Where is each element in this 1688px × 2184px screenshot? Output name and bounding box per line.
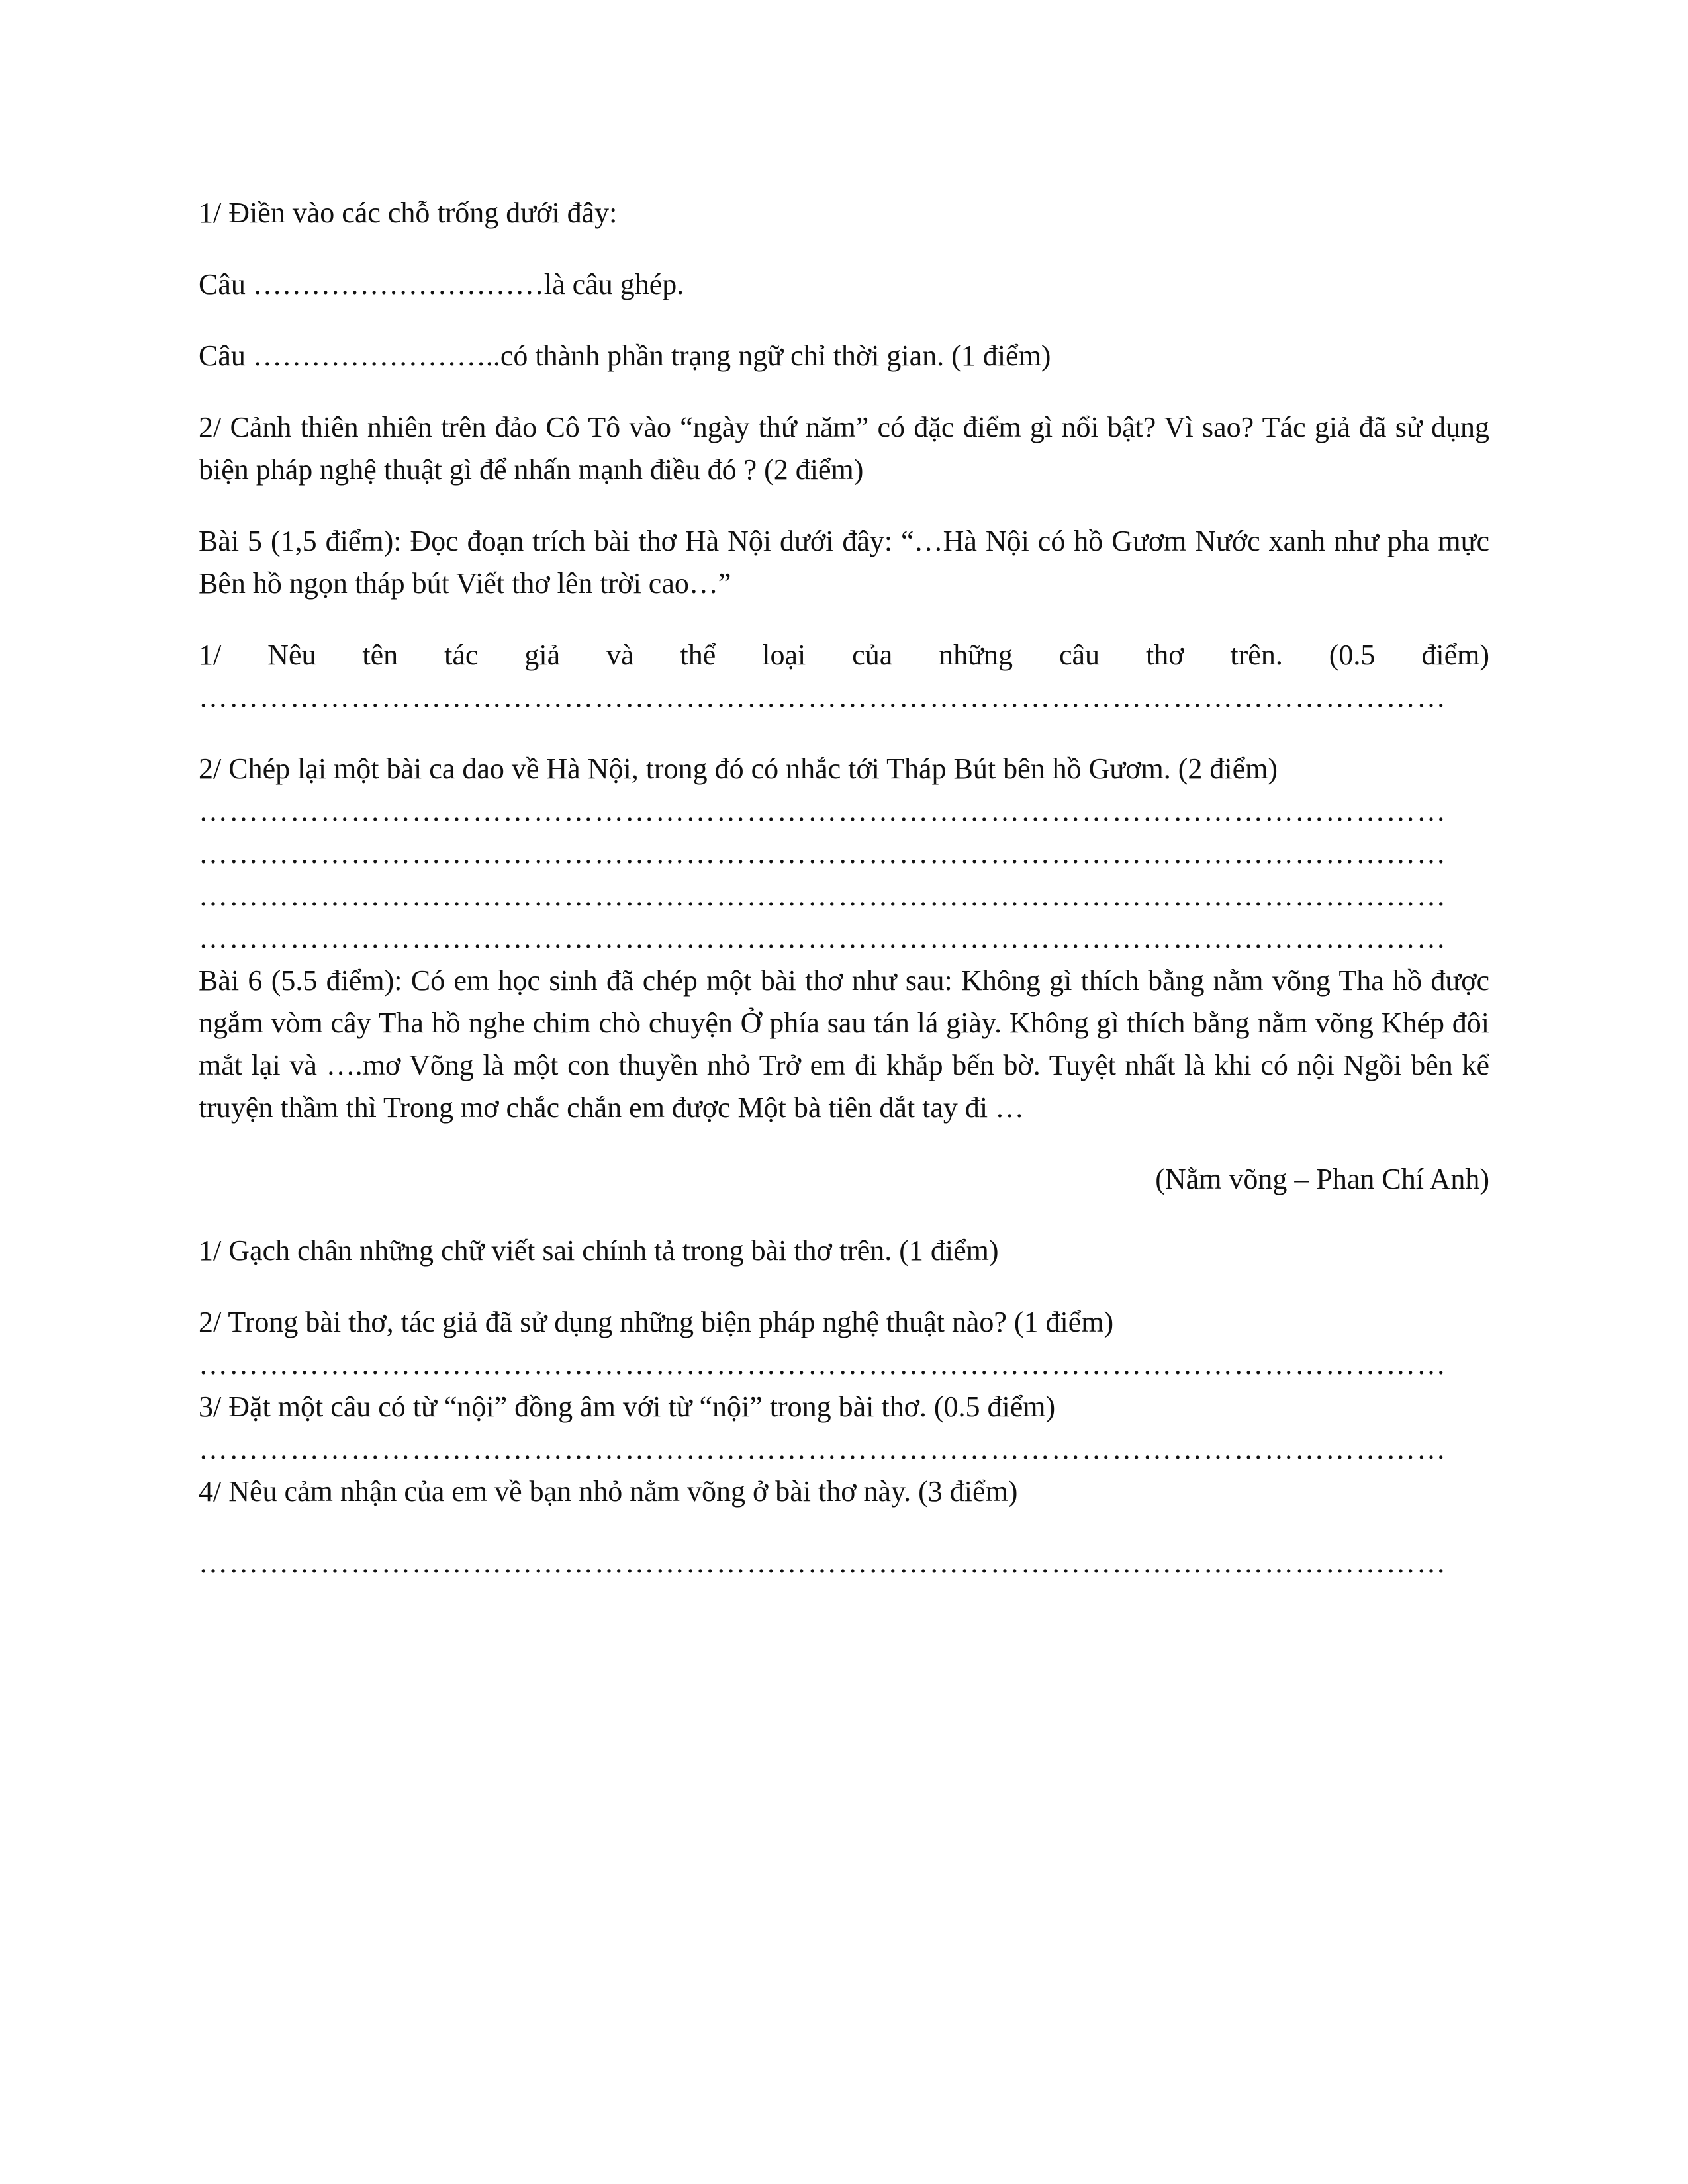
bai6-question-2: 2/ Trong bài thơ, tác giả đã sử dụng những biện pháp nghệ thuật nào? (1 điểm) xyxy=(199,1306,1114,1338)
section1-title: 1/ Điền vào các chỗ trống dưới đây: xyxy=(199,197,618,229)
bai6-intro: Bài 6 (5.5 điểm): Có em học sinh đã chép một bài thơ như sau: Không gì thích bằng nằm võng Tha hồ được ngắm vòm cây Tha hồ nghe chim chò chuyện Ở phía sau tán lá giày. Không gì thích bằng nằm võng Khép đôi mắt lại và ….mơ Võng là một con thuyền nhỏ Trở em đi khắp bến bờ. Tuyệt nhất là khi có nội Ngồi bên kể truyện thầm thì Trong mơ chắc chắn em được Một bà tiên dắt tay đi … xyxy=(199,964,1489,1124)
answer-dotted-line: …………………………………………………………………………………………………………… xyxy=(199,880,1447,912)
bai6-question-1: 1/ Gạch chân những chữ viết sai chính tả trong bài thơ trên. (1 điểm) xyxy=(199,1234,999,1267)
answer-dotted-line: …………………………………………………………………………………………………………… xyxy=(199,1547,1447,1579)
blank-line-time-adverbial: Câu ……………………..có thành phần trạng ngữ chỉ thời gian. (1 điểm) xyxy=(199,340,1051,372)
bai5-intro: Bài 5 (1,5 điểm): Đọc đoạn trích bài thơ Hà Nội dưới đây: “…Hà Nội có hồ Gươm Nước xanh như pha mực Bên hồ ngọn tháp bút Viết thơ lên trời cao…” xyxy=(199,525,1489,600)
blank-line-compound-sentence: Câu …………………………là câu ghép. xyxy=(199,268,684,300)
answer-dotted-line: …………………………………………………………………………………………………………… xyxy=(199,1348,1447,1381)
poem-source: (Nằm võng – Phan Chí Anh) xyxy=(1155,1163,1489,1195)
answer-dotted-line: …………………………………………………………………………………………………………… xyxy=(199,837,1447,870)
answer-dotted-line: …………………………………………………………………………………………………………… xyxy=(199,681,1447,713)
bai5-question-1: 1/ Nêu tên tác giả và thể loại của những câu thơ trên. (0.5 điểm) xyxy=(199,639,1489,671)
answer-dotted-line: …………………………………………………………………………………………………………… xyxy=(199,795,1447,827)
bai5-question-2: 2/ Chép lại một bài ca dao về Hà Nội, trong đó có nhắc tới Tháp Bút bên hồ Gươm. (2 điểm) xyxy=(199,752,1278,785)
answer-dotted-line: …………………………………………………………………………………………………………… xyxy=(199,1433,1447,1465)
answer-dotted-line: …………………………………………………………………………………………………………… xyxy=(199,922,1447,954)
bai6-question-3: 3/ Đặt một câu có từ “nội” đồng âm với từ “nội” trong bài thơ. (0.5 điểm) xyxy=(199,1390,1056,1423)
section2-question: 2/ Cảnh thiên nhiên trên đảo Cô Tô vào “ngày thứ năm” có đặc điểm gì nổi bật? Vì sao? Tác giả đã sử dụng biện pháp nghệ thuật gì để nhấn mạnh điều đó ? (2 điểm) xyxy=(199,411,1489,486)
bai6-question-4: 4/ Nêu cảm nhận của em về bạn nhỏ nằm võng ở bài thơ này. (3 điểm) xyxy=(199,1475,1018,1508)
worksheet-page xyxy=(199,192,1489,1584)
